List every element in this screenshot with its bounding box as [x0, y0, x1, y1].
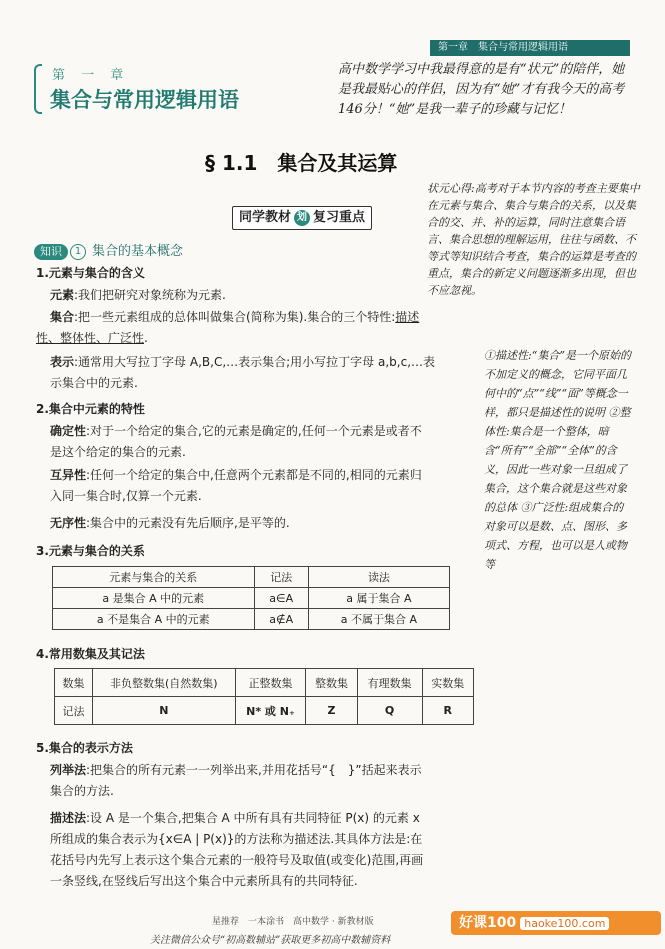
para-determinacy: [50, 421, 480, 463]
term: 集合: [50, 310, 75, 324]
chapter-title: 集合与常用逻辑用语: [50, 88, 239, 112]
table-header: 整数集: [306, 669, 357, 697]
table-header: 记法: [254, 567, 308, 588]
text: 一条竖线,在竖线后写出这个集合中元素所具有的共同特征.: [50, 874, 358, 888]
review-banner: [232, 206, 372, 230]
chapter-number: 第 一 章: [52, 68, 130, 83]
text: .: [144, 331, 148, 345]
table-cell: Q: [357, 697, 422, 725]
table-cell: Z: [306, 697, 357, 725]
table-row: [53, 609, 450, 630]
text: 所组成的集合表示为{x∈A | P(x)}的方法称为描述法.其具体方法是:在: [50, 832, 423, 846]
heading-2: 2.集合中元素的特性: [36, 402, 145, 416]
text: 示集合中的元素.: [50, 376, 138, 390]
number-sets-table: [54, 668, 474, 725]
table-cell: a∉A: [254, 609, 308, 630]
para-distinctness: [50, 465, 480, 507]
term: 互异性: [50, 468, 87, 482]
para-description: [50, 808, 480, 892]
text: 花括号内先写上表示这个集合元素的一般符号及取值(或变化)范围,再画: [50, 853, 424, 867]
handwritten-note-top: 高中数学学习中我最得意的是有“状元”的陪伴，她是我最贴心的伴侣，因为有“她”才有我今天的高考146分！“她”是我一辈子的珍藏与记忆！: [338, 62, 625, 117]
watermark-brand: 好课100: [459, 915, 517, 931]
text: 入同一集合时,仅算一个元素.: [50, 489, 202, 503]
table-header-row: [53, 567, 450, 588]
review-right: 复习重点: [313, 210, 366, 225]
page-footer: 星推荐 一本涂书 高中数学 · 新教材版: [212, 917, 374, 927]
para-element: [50, 285, 480, 306]
table-cell: a 不属于集合 A: [308, 609, 449, 630]
table-row: [53, 588, 450, 609]
bottom-promo-line: 关注微信公众号“初高数辅站”获取更多初高中数辅资料: [150, 935, 391, 946]
term: 确定性: [50, 424, 87, 438]
table-cell: a 不是集合 A 中的元素: [53, 609, 255, 630]
knowledge-point: [34, 240, 183, 260]
table-cell: a∈A: [254, 588, 308, 609]
table-cell: 记法: [55, 697, 93, 725]
handwritten-note-insight: 状元心得:高考对于本节内容的考查主要集中在元素与集合、集合与集合的关系，以及集合的交、并、补的运算，同时注意集合语言、集合思想的理解运用，往往与函数、不等式等知识结合考查，集合的运算是考查的重点，集合的新定义问题逐渐多出现，但也不应忽视。: [427, 182, 640, 297]
table-header: 元素与集合的关系: [53, 567, 255, 588]
chapter-header-bar: 第一章 集合与常用逻辑用语: [430, 40, 630, 56]
underlined: 描述: [395, 310, 420, 324]
table-header-row: [55, 669, 474, 697]
text: 集合的方法.: [50, 784, 114, 798]
table-cell: R: [422, 697, 473, 725]
review-left: 同学教材: [239, 210, 292, 225]
chapter-bracket: [34, 64, 42, 114]
table-header: 数集: [55, 669, 93, 697]
term: 描述法: [50, 811, 87, 825]
term: 表示: [50, 355, 75, 369]
term: 元素: [50, 288, 75, 302]
text: :通常用大写拉丁字母 A,B,C,…表示集合;用小写拉丁字母 a,b,c,…表: [74, 355, 436, 369]
relation-table: [52, 566, 450, 630]
para-notation: [50, 352, 480, 394]
section-title: § 1.1 集合及其运算: [205, 151, 398, 175]
text: :把一些元素组成的总体叫做集合(简称为集).集合的三个特性:: [74, 310, 396, 324]
term: 列举法: [50, 763, 87, 777]
text: :设 A 是一个集合,把集合 A 中所有具有共同特征 P(x) 的元素 x: [86, 811, 420, 825]
table-cell: a 是集合 A 中的元素: [53, 588, 255, 609]
table-header: 正整数集: [235, 669, 306, 697]
table-header: 读法: [308, 567, 449, 588]
handwritten-note-properties: ①描述性:“集合”是一个原始的不加定义的概念，它同平面几何中的“点”“线”“面”等概念一样，都只是描述性的说明 ②整体性:集合是一个整体，暗含“所有”“全部”“全体”的含义，因此一些对象一旦组成了集合，这个集合就是这些对象的总体 ③广泛性:组成集合的对象可以是数、点、图形、多项式、方程，也可以是人或物等: [484, 349, 631, 571]
para-unordered: [50, 513, 480, 534]
text: :任何一个给定的集合中,任意两个元素都是不同的,相同的元素归: [86, 468, 422, 482]
heading-3: 3.元素与集合的关系: [36, 544, 145, 558]
heading-5: 5.集合的表示方法: [36, 741, 133, 755]
table-row: [55, 697, 474, 725]
table-cell: N: [92, 697, 235, 725]
term: 无序性: [50, 516, 87, 530]
table-header: 实数集: [422, 669, 473, 697]
watermark-url: haoke100.com: [520, 917, 609, 930]
watermark-badge[interactable]: [451, 911, 661, 935]
para-listing: [50, 760, 480, 802]
text: :把集合的所有元素一一列举出来,并用花括号“{ }”括起来表示: [86, 763, 422, 777]
knowledge-title: 集合的基本概念: [92, 244, 184, 259]
table-cell: N* 或 N₊: [235, 697, 306, 725]
para-set: [36, 307, 480, 349]
text: :我们把研究对象统称为元素.: [74, 288, 226, 302]
knowledge-tag: 知识: [34, 244, 68, 260]
heading-4: 4.常用数集及其记法: [36, 647, 145, 661]
underlined: 性、整体性、广泛性: [36, 331, 145, 345]
table-cell: a 属于集合 A: [308, 588, 449, 609]
table-header: 非负整数集(自然数集): [92, 669, 235, 697]
knowledge-number: 1: [70, 244, 86, 260]
text: 是这个给定的集合的元素.: [50, 445, 186, 459]
heading-1: 1.元素与集合的含义: [36, 266, 145, 280]
table-header: 有理数集: [357, 669, 422, 697]
review-circle: 划: [294, 210, 310, 226]
text: :对于一个给定的集合,它的元素是确定的,任何一个元素是或者不: [86, 424, 422, 438]
text: :集合中的元素没有先后顺序,是平等的.: [86, 516, 290, 530]
